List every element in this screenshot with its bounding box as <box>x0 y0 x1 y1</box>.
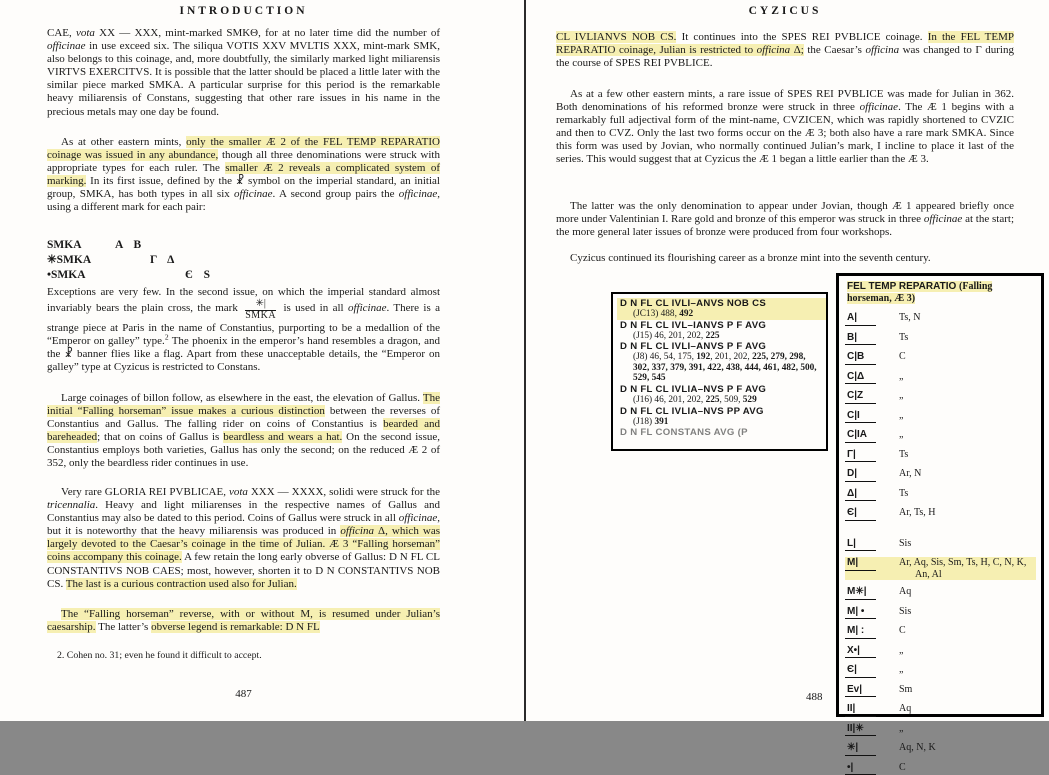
mark-cell <box>845 762 891 775</box>
text-run: in use exceed six. The siliqua VOTIS XXV MVLTIS XXX, mint-mark SMK, also belongs to this coinage, and, more doubtfully, the similarly marked light miliarensis VIRTVS EXERCITVS. It is possible that the latter should be placed a little later with the similar piece marked SMKA. A particular surprise for this period is the remarkable heavy miliarensis of Constans, suggesting that other rare issues in his name in the precious metals may one day be found. <box>47 40 440 118</box>
mint-mark: M✳| <box>845 586 876 600</box>
text-run: . A second group pairs the <box>272 188 399 201</box>
mints-value: Ar, Ts, H <box>899 507 936 519</box>
mint-mark: C|Δ <box>845 371 876 385</box>
text-run: XX — XXX, mint-marked SMKΘ, for at no later time did the number of <box>94 27 441 39</box>
mints-value: „ <box>899 409 904 421</box>
mark-cell <box>845 410 891 424</box>
text-run: The initial “Falling horseman” issue makes a curious distinction <box>47 392 440 418</box>
smka-pairs-table <box>47 238 214 283</box>
text-run: tricennalia <box>47 499 96 512</box>
mark-cell <box>845 332 891 346</box>
mints-value: „ <box>899 429 904 441</box>
obverse-legend: D N FL CL IVLIA–NVS PP AVG <box>620 405 764 417</box>
mints-value: Ts <box>899 448 909 460</box>
text-run: FEL TEMP REPARATIO <box>847 281 960 292</box>
mints-value: „ <box>899 644 904 656</box>
mints-value: Ar, Aq, Sis, Sm, Ts, H, C, N, K, An, Al <box>899 557 1027 580</box>
left-page-number: 487 <box>235 688 252 700</box>
mints-value: „ <box>899 370 904 382</box>
text-run: The last is a curious contraction used also for Julian. <box>65 577 297 590</box>
text-run: only the smaller Æ 2 of the FEL TEMP REPARATIO coinage was issued in any abundance, <box>47 136 440 162</box>
table-row <box>845 664 1036 678</box>
text-run: Large coinages of billon follow, as elsewhere in the east, the elevation of Gallus. <box>61 392 423 404</box>
mark-cell <box>845 351 891 365</box>
text-run: 2 <box>164 332 169 342</box>
paragraph <box>556 200 1014 239</box>
mark-cell <box>845 449 891 463</box>
mark-cell <box>845 723 891 737</box>
legend-entry <box>617 298 826 320</box>
mint-mark: A| <box>845 312 876 326</box>
mint-mark: II| <box>845 703 876 717</box>
text-run: was changed to Γ during the course of SPES REI PVBLICE. <box>556 44 1014 70</box>
cutoff-line: D N FL CONSTANS AVG (P <box>620 427 748 439</box>
text-run: As at other eastern mints, <box>61 136 187 148</box>
mints-value: C <box>899 351 906 363</box>
mint-mark: C|I <box>845 410 876 424</box>
paragraph <box>47 286 440 374</box>
obverse-legend-box <box>611 292 828 451</box>
table-row <box>845 538 1036 552</box>
mint-mark: •SMKA <box>47 269 86 281</box>
legend-entry <box>620 320 826 342</box>
table-row <box>845 762 1036 775</box>
text-run: Cyzicus continued its flourishing career as a bronze mint into the seventh century. <box>570 252 931 264</box>
table-row <box>845 586 1036 600</box>
mark-cell <box>845 625 891 639</box>
mints-value: Aq, N, K <box>899 742 936 754</box>
text-run: In its first issue, defined by the ☧ symbol on the imperial standard, an initial group, SMKA, has both types in all six <box>47 175 440 201</box>
mint-mark: Ev| <box>845 684 876 698</box>
mint-mark: Δ| <box>845 488 876 502</box>
table-row <box>845 723 1036 737</box>
mints-value: Ts, N <box>899 312 921 324</box>
paragraph <box>556 31 1014 70</box>
mark-cell <box>845 371 891 385</box>
text-run: . There is a strange piece at Paris in the name of Constantius, purporting to be a medallion of the “Emperor on galley” type. <box>47 302 440 347</box>
text-run: (Falling horseman, Æ 3) <box>847 281 993 304</box>
table-row <box>845 312 1036 326</box>
text-run: (J18) <box>633 416 655 427</box>
mint-mark: M| <box>845 557 876 571</box>
left-running-head: INTRODUCTION <box>179 5 308 17</box>
page-divider <box>524 0 526 721</box>
text-run: A few retain the long early obverse of Gallus: D N FL CL CONSTANTIVS NOB CAES; most, however, shorten it to D N CONSTANTIVS NOB CS. <box>47 551 440 590</box>
text-run: , but it is noteworthy that the heavy miliarensis was produced in <box>47 512 440 538</box>
right-page-number: 488 <box>806 691 823 703</box>
text-run: officinae <box>47 40 86 53</box>
mark-cell <box>845 664 891 678</box>
paragraph <box>47 27 440 119</box>
text-run: officinae <box>923 213 963 226</box>
text-run: 192 <box>696 352 711 363</box>
mints-value: Sis <box>899 605 912 617</box>
text-run: (J15) 46, 201, 202, <box>633 330 706 341</box>
mint-mark: X•| <box>845 645 876 659</box>
text-run: Δ, which was largely devoted to the Caesar’s coinage in the time of Julian. Æ 3 “Falling horseman” coins accompany this coinage. <box>47 525 440 564</box>
text-run: (J16) 46, 201, 202, <box>633 394 706 405</box>
text-run: , using a different mark for each pair: <box>47 188 441 214</box>
text-run: The “Falling horseman” reverse, with or without M, is resumed under Julian’s caesarship. <box>47 608 440 634</box>
mark-cell <box>845 507 891 521</box>
table-row <box>845 625 1036 639</box>
mark-cell <box>845 468 891 482</box>
mark-cell <box>845 742 891 756</box>
mark-cell <box>845 645 891 659</box>
reparatio-table-box <box>836 273 1044 773</box>
mints-value: „ <box>899 722 904 734</box>
table-row <box>845 468 1036 482</box>
text-run: CL IVLIANVS NOB CS. <box>556 31 677 43</box>
mints-value: „ <box>899 390 904 402</box>
mint-mark: B| <box>845 332 876 346</box>
text-run: officinae <box>347 302 387 315</box>
text-run: The latter’s <box>95 621 152 634</box>
obverse-legend: D N FL CL IVLIA–NVS P F AVG <box>620 383 767 395</box>
text-run: Exceptions are very few. In the second issue, on which the imperial standard almost invariably bears the plain cross, the mark <box>47 286 440 315</box>
text-run: The phoenix in the emperor’s hand resembles a dragon, and the ☧ banner flies like a flag. Apart from these unacceptable details, the “Emperor on galley” type at Cyzicus is restricted to Constans. <box>47 334 440 373</box>
mints-value: Ts <box>899 487 909 499</box>
legend-entry <box>620 406 826 428</box>
mints-value: Sm <box>899 683 913 695</box>
paragraph <box>556 252 1014 265</box>
mint-mark: C|IA <box>845 429 876 443</box>
smka-row <box>47 253 214 268</box>
table-row <box>845 351 1036 365</box>
mints-value: Ts <box>899 331 909 343</box>
table-row <box>845 449 1036 463</box>
mark-cell <box>845 538 891 552</box>
paragraph <box>47 392 440 471</box>
text-run: officinae <box>398 512 438 525</box>
mint-mark: C|B <box>845 351 876 365</box>
text-run: though all three denominations were struck with appropriate types for each ruler. The <box>47 149 440 175</box>
text-run: officina <box>865 44 900 57</box>
footnote: 2. Cohen no. 31; even he found it difficult to accept. <box>57 650 262 661</box>
mark-cell <box>845 312 891 326</box>
legend-entry <box>620 384 826 406</box>
table-row <box>845 606 1036 620</box>
text-run: obverse legend is remarkable: D N FL <box>151 621 320 634</box>
text-run: beardless and wears a hat. <box>223 431 343 444</box>
table-row <box>845 645 1036 659</box>
text-run: officina <box>756 44 791 57</box>
table-row <box>845 684 1036 698</box>
mark-cell <box>845 606 891 620</box>
table-row <box>845 557 1036 580</box>
text-run: the Caesar’s <box>803 44 866 57</box>
table-row <box>845 429 1036 443</box>
text-run: On the second issue, Constantius employs both varieties, Gallus has only the second; on the reduced Æ 2 of 352, only the beardless rider continues in use. <box>47 431 440 470</box>
mark-cell <box>845 557 891 571</box>
legend-references <box>620 309 826 320</box>
paragraph <box>47 136 440 215</box>
text-run: Very rare GLORIA REI PVBLICAE, <box>61 486 229 498</box>
text-run: (J8) 46, 54, 175, <box>633 352 697 363</box>
mint-mark: ✳SMKA <box>47 254 92 266</box>
obverse-legend: D N FL CL IVL–IANVS P F AVG <box>620 319 767 331</box>
paragraph <box>556 88 1014 167</box>
mint-mark: Є| <box>845 664 876 678</box>
table-row <box>845 332 1036 346</box>
mark-cell <box>845 703 891 717</box>
officina-pair: Γ Δ <box>150 254 179 266</box>
table-row <box>845 507 1036 521</box>
mint-mark: Γ| <box>845 449 876 463</box>
mint-mark: II|✳ <box>845 723 876 737</box>
mints-value: „ <box>899 664 904 676</box>
legend-references <box>620 395 826 406</box>
text-run: officinae <box>234 188 273 201</box>
text-run: 391 <box>654 416 669 427</box>
text-run: Δ; <box>790 44 804 57</box>
mint-mark: D| <box>845 468 876 482</box>
text-run: officina <box>340 525 374 538</box>
text-run: CAE, <box>47 27 76 39</box>
text-run: at the start; the more general later issues of bronze were produced from four workshops. <box>556 213 1014 239</box>
text-run: As at a few other eastern mints, a rare issue of SPES REI PVBLICE was made for Julian in 362. Both denominations of his reformed bronze were struck in three <box>556 88 1014 114</box>
text-run: , 509, <box>719 394 743 405</box>
text-run: , 201, 202, <box>710 352 753 363</box>
mints-value: Aq <box>899 586 912 598</box>
mark-cell <box>845 586 891 600</box>
text-run: vota <box>228 486 248 498</box>
table-row <box>845 703 1036 717</box>
mark-cell <box>845 684 891 698</box>
text-run: It continues into the SPES REI PVBLICE coinage. <box>676 31 928 43</box>
mint-mark: Є| <box>845 507 876 521</box>
legend-references <box>620 352 826 384</box>
table-row <box>845 488 1036 502</box>
mints-value: Aq <box>899 703 912 715</box>
mint-mark: M| • <box>845 606 876 620</box>
legend-references <box>620 417 826 428</box>
text-run: (JC13) 488, <box>633 309 680 319</box>
legend-references <box>620 331 826 342</box>
text-run: ; that on coins of Gallus is <box>97 431 224 444</box>
mints-value: C <box>899 761 906 773</box>
paragraph <box>47 486 440 591</box>
smka-row <box>47 238 214 253</box>
text-run: 225 <box>705 394 720 405</box>
text-run: XXX — XXXX, solidi were struck for the <box>247 486 441 498</box>
officina-pair: A B <box>115 239 146 251</box>
officina-pair: Є S <box>185 269 215 281</box>
table-title <box>845 280 1036 306</box>
text-run: is used in all <box>279 302 348 315</box>
text-run: 225 <box>705 330 720 341</box>
obverse-legend: D N FL CL IVLI–ANVS P F AVG <box>620 341 767 353</box>
text-run: vota <box>75 27 95 39</box>
paragraph <box>47 608 440 634</box>
text-run: smaller Æ 2 reveals a complicated system of marking. <box>47 162 440 188</box>
text-run: . Heavy and light miliarenses in the respective names of Gallus and Constantius may also be dated to this period. Coins of Gallus were struck in all <box>47 499 440 525</box>
mark-cell <box>845 429 891 443</box>
mint-mark: M| : <box>845 625 876 639</box>
table-row <box>845 742 1036 756</box>
mark-fraction: $\frac{✳|}{\text{SMKA}}$ <box>245 298 277 322</box>
mint-mark: C|Z <box>845 390 876 404</box>
table-row <box>845 371 1036 385</box>
table-row <box>845 390 1036 404</box>
mark-cell <box>845 390 891 404</box>
mark-cell <box>845 488 891 502</box>
text-run: 225, 279, 298, 302, 337, 379, 391, 422, 438, 444, 461, 482, 500, 529, 545 <box>633 352 817 384</box>
text-run: . The Æ 1 begins with a remarkably full adjectival form of the mint-name, CVZICEN, which was rapidly shortened to CVZIC and then to CVZ. Only the last two forms occur on the Æ 3; both also have a rare mark SMKA. Since this form was used by Jovian, who normally continued Julian’s mark, I incline to place it last of the series. This would suggest that at Cyzicus the Æ 1 began a little earlier than the Æ 3. <box>556 101 1014 166</box>
table-row <box>845 410 1036 424</box>
text-run: bearded and bareheaded <box>47 418 440 444</box>
mint-mark: ✳| <box>845 742 876 756</box>
mints-value: Ar, N <box>899 468 922 480</box>
mints-value: Sis <box>899 537 912 549</box>
smka-row <box>47 268 214 283</box>
text-run: The latter was the only denomination to appear under Jovian, though Æ 1 appeared briefly once more under Valentinian I. Rare gold and bronze of this emperor was struck in three <box>556 200 1014 226</box>
mint-mark: SMKA <box>47 239 82 251</box>
text-run: 529 <box>742 394 757 405</box>
table-rows <box>845 312 1036 775</box>
obverse-legend: D N FL CL IVLI–ANVS NOB CS <box>620 298 767 309</box>
mint-mark: L| <box>845 538 876 552</box>
text-run: between the reverses of Constantius and Gallus. The falling rider on coins of Constantius is <box>47 405 440 431</box>
text-run: 492 <box>679 309 694 319</box>
text-run: officinae <box>398 188 438 201</box>
legend-entry <box>620 341 826 384</box>
mints-value: C <box>899 625 906 637</box>
right-running-head: CYZICUS <box>748 5 822 17</box>
text-run: officinae <box>859 101 899 114</box>
mint-mark: •| <box>845 762 876 775</box>
text-run: In the FEL TEMP REPARATIO coinage, Julian is restricted to <box>556 31 1015 57</box>
